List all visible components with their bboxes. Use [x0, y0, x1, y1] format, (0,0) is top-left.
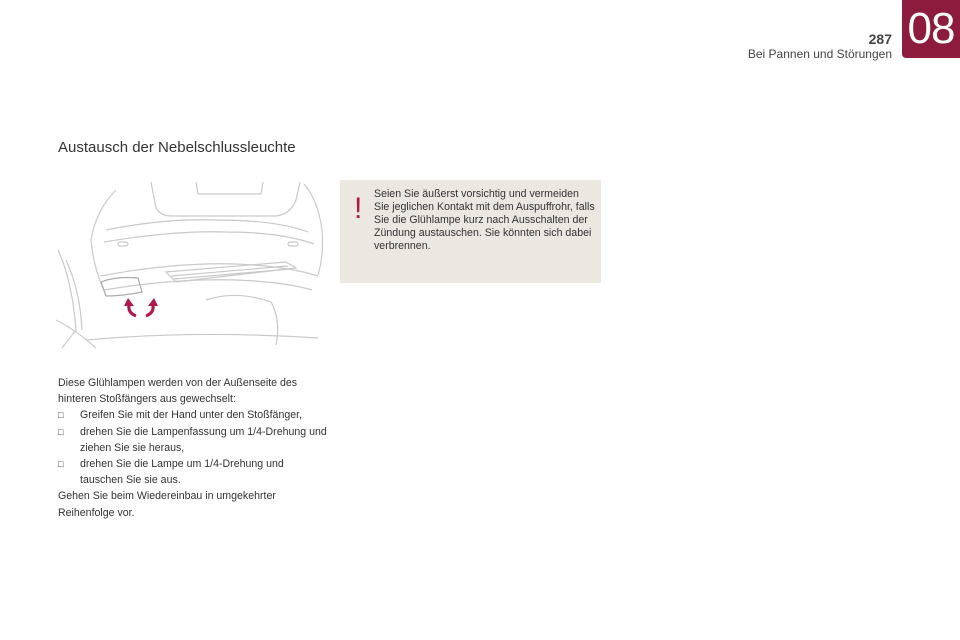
instructions-intro: Diese Glühlampen werden von der Außenseite des hinteren Stoßfängers aus gewechselt: — [58, 377, 298, 406]
page-number: 287 — [868, 31, 892, 47]
warning-text: Seien Sie äußerst vorsichtig und vermeiden Sie jeglichen Kontakt mit dem Auspuffrohr, falls Sie die Glühlampe kurz nach Ausschalten der Zündung austauschen. Sie könnten sich dabei verbrennen. — [374, 188, 595, 252]
instructions — [58, 375, 328, 521]
chapter-title: Bei Pannen und Störungen — [747, 47, 892, 61]
checkbox-bullet-icon: □ — [58, 426, 64, 437]
warning-box — [340, 180, 601, 283]
checkbox-bullet-icon: □ — [58, 410, 64, 421]
instruction-steps — [58, 407, 328, 488]
instruction-step — [58, 456, 328, 488]
checkbox-bullet-icon: □ — [58, 459, 64, 470]
step-text: drehen Sie die Lampe um 1/4-Drehung und tauschen Sie sie aus. — [80, 458, 284, 487]
exclamation-icon: ! — [354, 192, 363, 225]
step-text: drehen Sie die Lampenfassung um 1/4-Drehung und ziehen Sie sie heraus, — [80, 425, 327, 454]
step-text: Greifen Sie mit der Hand unter den Stoßfänger, — [80, 409, 303, 422]
page-header — [748, 31, 892, 61]
instruction-step — [58, 424, 328, 456]
instruction-step — [58, 407, 328, 423]
section-title: Austausch der Nebelschlussleuchte — [58, 139, 296, 156]
instructions-outro: Gehen Sie beim Wiedereinbau in umgekehrter Reihenfolge vor. — [58, 490, 276, 519]
rear-bumper-illustration — [56, 180, 326, 350]
chapter-tab: 08 — [902, 0, 960, 58]
